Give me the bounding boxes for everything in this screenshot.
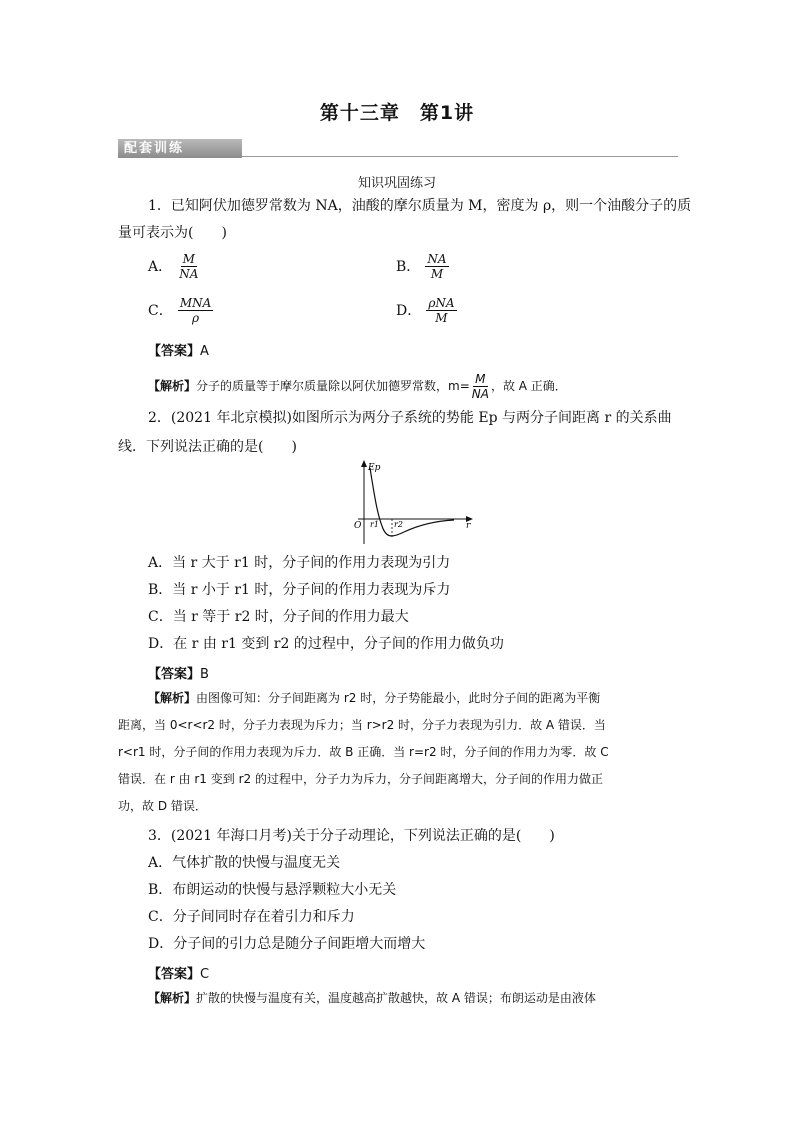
r1-label: r1: [370, 520, 379, 529]
q2-explanation-line1: 【解析】由图像可知：分子间距离为 r2 时，分子势能最小，此时分子间的距离为平衡: [148, 691, 601, 705]
option-label: C．: [148, 303, 173, 319]
q1-option-d[interactable]: [396, 296, 457, 325]
q1-stem-line1: 1．已知阿伏加德罗常数为 NA，油酸的摩尔质量为 M，密度为 ρ，则一个油酸分子的质: [148, 198, 692, 214]
section-subtitle: 知识巩固练习: [357, 176, 436, 191]
q2-stem-line2: 线．下列说法正确的是( ): [118, 439, 297, 455]
fraction: $\frac{M}{NA}$: [471, 372, 489, 401]
q1-option-b[interactable]: [396, 252, 449, 281]
option-label: D．: [396, 303, 422, 319]
potential-energy-graph: [344, 458, 478, 546]
q1-stem-line2: 量可表示为( ): [118, 225, 227, 241]
q3-option-b[interactable]: B．布朗运动的快慢与悬浮颗粒大小无关: [148, 882, 397, 898]
potential-curve: [370, 468, 454, 536]
section-banner: 配套训练: [118, 139, 242, 158]
q2-explanation-line4: 错误．在 r 由 r1 变到 r2 的过程中，分子力为斥力，分子间距离增大，分子间的作用力做正: [118, 772, 603, 786]
page-title: 第十三章 第1讲: [319, 102, 475, 124]
q3-option-c[interactable]: C．分子间同时存在着引力和斥力: [148, 909, 355, 925]
q1-option-a[interactable]: [148, 252, 200, 281]
q3-answer: 【答案】C: [148, 967, 210, 982]
q3-option-d[interactable]: D．分子间的引力总是随分子间距增大而增大: [148, 936, 426, 952]
q3-explanation: 【解析】扩散的快慢与温度有关，温度越高扩散越快，故 A 错误；布朗运动是由液体: [148, 991, 596, 1005]
q2-explanation-line3: r<r1 时，分子间的作用力表现为斥力．故 B 正确．当 r=r2 时，分子间的作用力为零．故 C: [118, 745, 609, 759]
q1-answer: 【答案】A: [148, 344, 209, 359]
xlabel: r: [466, 521, 471, 531]
option-label: B．: [396, 259, 421, 275]
q2-option-b[interactable]: B．当 r 小于 r1 时，分子间的作用力表现为斥力: [148, 582, 451, 598]
fraction: $\frac{M}{NA}$: [179, 252, 199, 281]
q1-explanation: 【解析】分子的质量等于摩尔质量除以阿伏加德罗常数，m= $\frac{M}{NA}$ ，故 A 正确．: [148, 372, 567, 401]
q3-stem: 3．(2021 年海口月考)关于分子动理论，下列说法正确的是( ): [148, 828, 555, 844]
banner-divider: [242, 156, 678, 157]
q2-answer: 【答案】B: [148, 667, 209, 682]
q2-explanation-line2: 距离，当 0<r<r2 时，分子力表现为斥力；当 r>r2 时，分子力表现为引力．故 A 错误．当: [118, 718, 606, 732]
fraction: $\frac{\text{MNA}}{\rho}$: [179, 296, 212, 325]
q2-option-c[interactable]: C．当 r 等于 r2 时，分子间的作用力最大: [148, 609, 409, 625]
q1-option-c[interactable]: [148, 296, 213, 325]
r2-label: r2: [394, 520, 403, 529]
y-axis-arrow: [361, 460, 367, 467]
option-label: A．: [148, 259, 173, 275]
q2-option-a[interactable]: A．当 r 大于 r1 时，分子间的作用力表现为引力: [148, 555, 451, 571]
q2-stem-line1: 2．(2021 年北京模拟)如图所示为两分子系统的势能 Ep 与两分子间距离 r 的关系曲: [148, 410, 672, 426]
origin-label: O: [354, 521, 362, 531]
q2-option-d[interactable]: D．在 r 由 r1 变到 r2 的过程中，分子间的作用力做负功: [148, 636, 504, 652]
ylabel: Ep: [368, 463, 381, 473]
q3-option-a[interactable]: A．气体扩散的快慢与温度无关: [148, 855, 341, 871]
fraction: $\frac{NA}{M}$: [427, 252, 447, 281]
fraction: $\frac{\text{ρNA}}{M}$: [428, 296, 455, 325]
q2-explanation-line5: 功，故 D 错误．: [118, 799, 207, 813]
